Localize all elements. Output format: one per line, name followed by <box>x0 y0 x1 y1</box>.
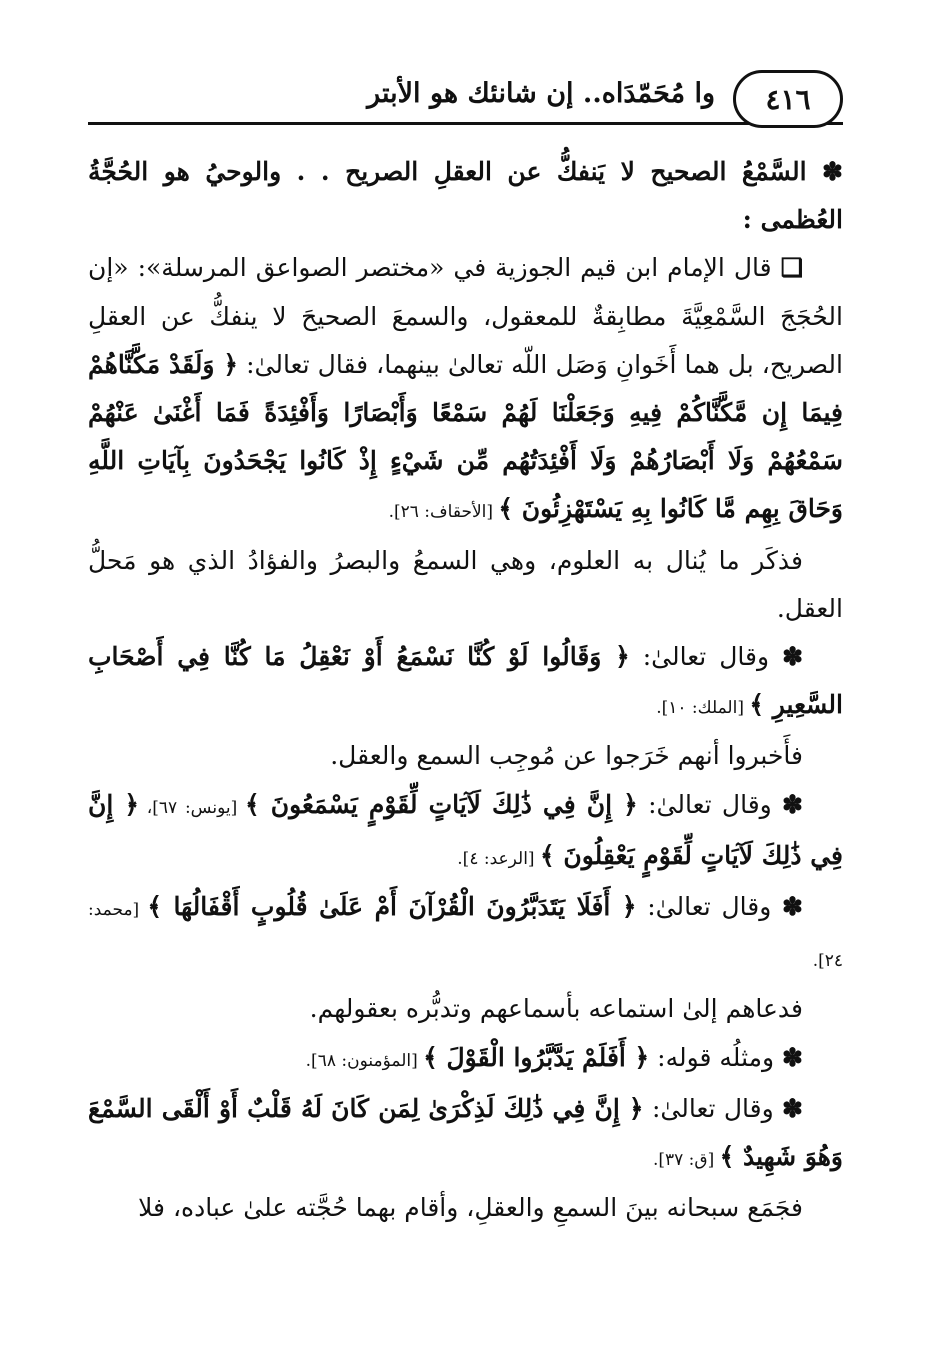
page-body <box>88 148 843 1232</box>
p9-verse: ﴿ إِنَّ فِي ذَٰلِكَ لَذِكْرَىٰ لِمَن كَانَ لَهُ قَلْبٌ أَوْ أَلْقَى السَّمْعَ وَهُوَ شَهِيدٌ ﴾ <box>88 1093 843 1172</box>
paragraph-8 <box>88 1034 843 1085</box>
star-bullet-icon: ✽ <box>822 157 843 186</box>
p5-verse-2: ﴿ إِنَّ فِي ذَٰلِكَ لَآيَاتٍ لِّقَوْمٍ يَعْقِلُونَ ﴾ <box>88 789 843 870</box>
p4-text: فأَخبروا أنهم خَرَجوا عن مُوجِب السمع والعقل. <box>330 741 803 771</box>
running-title: وا مُحَمّدَاه.. إن شانئك هو الأبتر <box>367 78 715 109</box>
paragraph-10 <box>88 1184 843 1232</box>
p6-text: وقال تعالىٰ: <box>636 892 772 922</box>
p5-verse: ﴿ إِنَّ فِي ذَٰلِكَ لَآيَاتٍ لِّقَوْمٍ يَسْمَعُونَ ﴾ <box>245 789 638 819</box>
paragraph-1 <box>88 244 843 536</box>
paragraph-3 <box>88 633 843 732</box>
p5-ref-2: [الرعد: ٤]. <box>457 848 540 869</box>
p3-verse: ﴿ وَقَالُوا لَوْ كُنَّا نَسْمَعُ أَوْ نَعْقِلُ مَا كُنَّا فِي أَصْحَابِ السَّعِيرِ ﴾ <box>88 642 843 720</box>
p9-text: وقال تعالىٰ: <box>643 1093 774 1123</box>
p6-ref: [محمد: ٢٤]. <box>88 900 843 972</box>
paragraph-4 <box>88 732 843 780</box>
page-header <box>88 70 843 128</box>
p8-verse: ﴿ أَفَلَمْ يَدَّبَّرُوا الْقَوْلَ ﴾ <box>423 1042 650 1072</box>
p2-text: فذكَر ما يُنال به العلوم، وهي السمعُ والبصرُ والفؤادُ الذي هو مَحلُّ العقل. <box>88 545 843 623</box>
p8-ref: [المؤمنون: ٦٨]. <box>305 1050 424 1071</box>
p3-ref: [الملك: ١٠]. <box>656 698 750 719</box>
p6-verse: ﴿ أَفَلَا يَتَدَبَّرُونَ الْقُرْآنَ أَمْ عَلَىٰ قُلُوبٍ أَقْفَالُهَا ﴾ <box>147 892 637 922</box>
box-bullet-icon: ❑ <box>780 253 803 283</box>
p3-text: وقال تعالىٰ: <box>629 642 770 672</box>
section-heading <box>88 148 843 244</box>
p10-text: فجَمَع سبحانه بينَ السمعِ والعقلِ، وأقام بهما حُجَّته علىٰ عباده، فلا <box>138 1193 803 1223</box>
star-bullet-icon: ✽ <box>782 789 803 819</box>
page-number-badge <box>733 70 843 128</box>
star-bullet-icon: ✽ <box>782 1042 803 1072</box>
p7-text: فدعاهم إلىٰ استماعه بأسماعهم وتدبُّره بعقولهم. <box>309 994 803 1024</box>
p5-text: وقال تعالىٰ: <box>637 789 772 819</box>
p1-ref: [الأحقاف: ٢٦]. <box>388 502 499 523</box>
page-number: ٤١٦ <box>765 82 811 116</box>
p1-verse: ﴿ وَلَقَدْ مَكَّنَّاهُمْ فِيمَا إِن مَّكَّنَّاكُمْ فِيهِ وَجَعَلْنَا لَهُمْ سَمْعًا وَأَبْصَارًا وَأَفْئِدَةً فَمَا أَغْنَىٰ عَنْهُمْ سَمْعُهُمْ وَلَا أَبْصَارُهُمْ وَلَا أَفْئِدَتُهُم مِّن شَيْءٍ إِذْ كَانُوا يَجْحَدُونَ بِآيَاتِ اللَّهِ وَحَاقَ بِهِم مَّا كَانُوا بِهِ يَسْتَهْزِئُونَ ﴾ <box>88 349 843 524</box>
paragraph-5 <box>88 781 843 883</box>
p1-text: قال الإمام ابن قيم الجوزية في «مختصر الصواعق المرسلة»: «إن الحُجَجَ السَّمْعِيَّةَ مطابِقةٌ للمعقول، والسمعَ الصحيحَ لا ينفكُّ عن العقلِ الصريح، بل هما أَخَوانِ وَصَل اللّه تعالىٰ بينهما، فقال تعالىٰ: <box>88 253 843 379</box>
header-rule <box>88 122 843 125</box>
p8-text: ومثلُه قوله: <box>649 1042 775 1072</box>
paragraph-2 <box>88 537 843 633</box>
heading-text: السَّمْعُ الصحيح لا يَنفكُّ عن العقلِ الصريح . . والوحيُ هو الحُجَّةُ العُظمى : <box>88 157 843 235</box>
paragraph-7 <box>88 985 843 1033</box>
p9-ref: [ق: ٣٧]. <box>652 1150 720 1171</box>
paragraph-9 <box>88 1085 843 1184</box>
star-bullet-icon: ✽ <box>782 892 803 922</box>
star-bullet-icon: ✽ <box>782 1093 803 1123</box>
star-bullet-icon: ✽ <box>782 642 804 672</box>
paragraph-6 <box>88 883 843 985</box>
p5-ref: [يونس: ٦٧]، <box>139 797 246 818</box>
